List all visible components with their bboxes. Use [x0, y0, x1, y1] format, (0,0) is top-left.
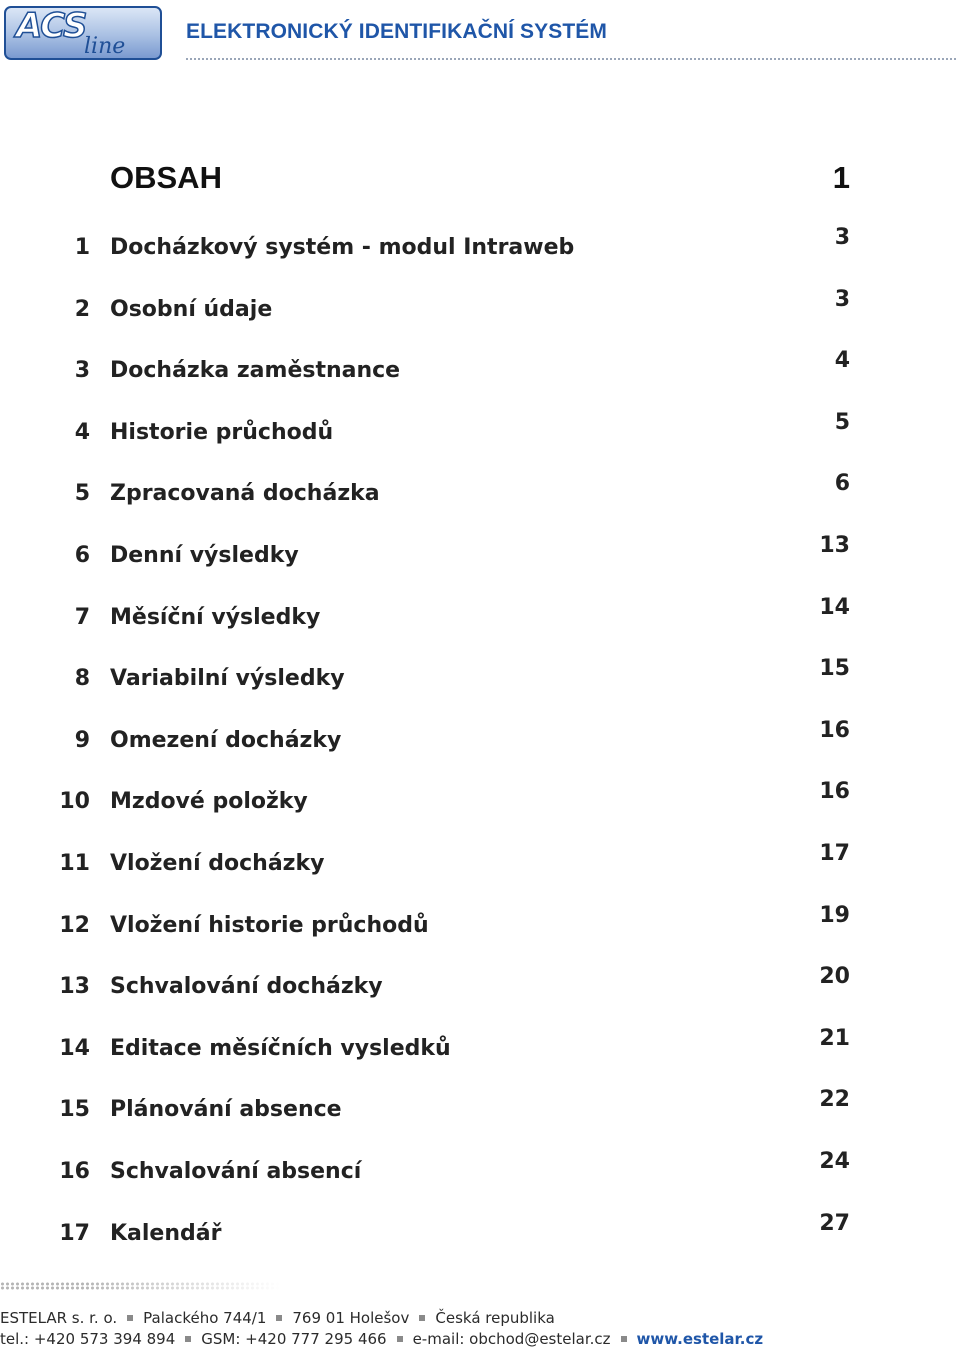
- toc-item-page: 14: [819, 594, 850, 620]
- toc-item-page: 17: [819, 841, 850, 866]
- toc-item[interactable]: [0, 964, 960, 1004]
- toc-item-title: Kalendář: [110, 1220, 222, 1246]
- toc-item-title: Vložení historie průchodů: [110, 912, 429, 938]
- footer-address: [0, 1309, 555, 1327]
- footer-email[interactable]: e-mail: obchod@estelar.cz: [412, 1330, 611, 1348]
- toc-item[interactable]: [0, 1210, 960, 1251]
- toc-item-title: Měsíční výsledky: [110, 604, 321, 630]
- page-header: [0, 0, 960, 70]
- toc-item-number: 4: [74, 419, 90, 445]
- toc-item[interactable]: [0, 286, 960, 327]
- toc-item-number: 5: [74, 481, 90, 507]
- toc-item-number: 14: [59, 1035, 90, 1061]
- toc-item-title: Schvalování docházky: [110, 974, 383, 1000]
- square-bullet-icon: [397, 1336, 403, 1342]
- toc-item-number: 3: [74, 358, 90, 384]
- toc-item-number: 11: [59, 851, 90, 876]
- square-bullet-icon: [127, 1315, 133, 1321]
- toc-item-page: 27: [819, 1210, 850, 1236]
- toc-item-page: 3: [834, 286, 850, 312]
- logo-script: line: [84, 34, 126, 59]
- header-title: ELEKTRONICKÝ IDENTIFIKAČNÍ SYSTÉM: [186, 20, 607, 43]
- footer-city: 769 01 Holešov: [292, 1309, 410, 1327]
- toc-item-number: 8: [74, 666, 90, 692]
- acs-line-logo: [4, 6, 162, 60]
- toc-item-title: Docházkový systém - modul Intraweb: [110, 235, 575, 260]
- toc-item-title: Schvalování absencí: [110, 1159, 362, 1184]
- toc-item-page: 3: [834, 225, 850, 250]
- toc-item[interactable]: [0, 902, 960, 943]
- toc-item-page: 6: [834, 471, 850, 497]
- toc-item-page: 4: [834, 348, 850, 374]
- toc-item-page: 15: [819, 656, 850, 682]
- square-bullet-icon: [276, 1315, 282, 1321]
- toc-item-number: 1: [74, 235, 90, 260]
- toc-item[interactable]: [0, 841, 960, 881]
- toc-item[interactable]: [0, 1087, 960, 1127]
- toc-item-number: 2: [74, 296, 90, 322]
- toc-item[interactable]: [0, 779, 960, 819]
- toc-item-number: 16: [59, 1159, 90, 1184]
- toc-item[interactable]: [0, 594, 960, 635]
- toc-item-page: 16: [819, 779, 850, 805]
- header-divider: [186, 58, 956, 60]
- toc-item[interactable]: [0, 225, 960, 265]
- toc-item-page: 19: [819, 902, 850, 928]
- toc-item-title: Editace měsíčních vysledků: [110, 1035, 451, 1061]
- toc-heading-page: 1: [832, 160, 850, 195]
- toc-item[interactable]: [0, 409, 960, 450]
- square-bullet-icon: [621, 1336, 627, 1342]
- toc-item-title: Mzdové položky: [110, 789, 308, 815]
- toc-item-number: 9: [74, 727, 90, 753]
- footer-contacts: [0, 1330, 763, 1348]
- footer-country: Česká republika: [435, 1309, 555, 1327]
- toc-item-page: 13: [819, 533, 850, 558]
- toc-item[interactable]: [0, 471, 960, 511]
- footer-street: Palackého 744/1: [143, 1309, 267, 1327]
- toc-item-title: Osobní údaje: [110, 296, 273, 322]
- footer-gsm: GSM: +420 777 295 466: [201, 1330, 387, 1348]
- toc-item-title: Omezení docházky: [110, 727, 342, 753]
- footer-website-link[interactable]: www.estelar.cz: [636, 1330, 764, 1348]
- toc-item-title: Vložení docházky: [110, 851, 325, 876]
- toc-item[interactable]: [0, 717, 960, 758]
- toc-item-number: 15: [59, 1097, 90, 1123]
- toc-item[interactable]: [0, 348, 960, 388]
- toc-item-title: Zpracovaná docházka: [110, 481, 380, 507]
- square-bullet-icon: [419, 1315, 425, 1321]
- toc-item[interactable]: [0, 1149, 960, 1189]
- footer-divider: [0, 1282, 280, 1290]
- logo-text: ACS: [16, 6, 87, 46]
- toc-item-number: 6: [74, 543, 90, 568]
- toc-item-number: 17: [59, 1220, 90, 1246]
- footer-company: ESTELAR s. r. o.: [0, 1309, 118, 1327]
- toc-item-title: Denní výsledky: [110, 543, 299, 568]
- toc-item-page: 21: [819, 1025, 850, 1051]
- toc-item-number: 12: [59, 912, 90, 938]
- toc-item[interactable]: [0, 1025, 960, 1066]
- toc-heading: OBSAH: [110, 160, 222, 195]
- toc-item-number: 10: [59, 789, 90, 815]
- square-bullet-icon: [185, 1336, 191, 1342]
- toc-item-title: Variabilní výsledky: [110, 666, 345, 692]
- toc-item-page: 20: [819, 964, 850, 990]
- toc-item-page: 22: [819, 1087, 850, 1113]
- toc-item-page: 5: [834, 409, 850, 435]
- toc-item-page: 24: [819, 1149, 850, 1174]
- toc-item-title: Docházka zaměstnance: [110, 358, 401, 384]
- toc-item-number: 7: [74, 604, 90, 630]
- toc-item-title: Plánování absence: [110, 1097, 342, 1123]
- toc-item[interactable]: [0, 656, 960, 696]
- footer-phone: tel.: +420 573 394 894: [0, 1330, 176, 1348]
- toc-item-page: 16: [819, 717, 850, 743]
- toc-item[interactable]: [0, 533, 960, 573]
- toc-item-number: 13: [59, 974, 90, 1000]
- toc-item-title: Historie průchodů: [110, 419, 334, 445]
